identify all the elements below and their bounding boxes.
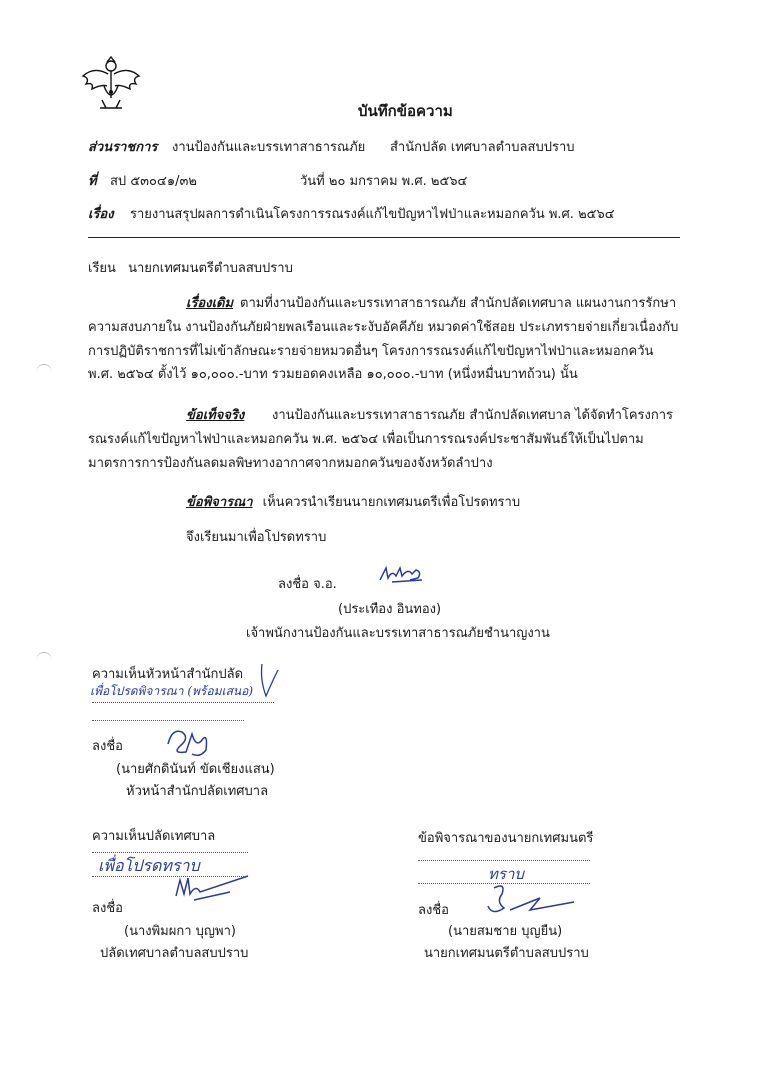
agency-label: ส่วนราชการ <box>88 140 158 155</box>
signatory-signature <box>378 562 426 586</box>
background-line-2: ความสงบภายใน งานป้องกันภัยฝ่ายพลเรือนและระงับอัคคีภัย หมวดค่าใช้สอย ประเภทรายจ่ายเกี่ยวเนื่องกับ <box>88 320 679 335</box>
mayor-signature <box>470 880 580 920</box>
clerk-handwritten-note: เพื่อโปรดทราบ <box>98 856 200 875</box>
mayor-opinion-label: ข้อพิจารณาของนายกเทศมนตรี <box>418 831 594 846</box>
head-signature <box>162 724 214 760</box>
agency-value: งานป้องกันและบรรเทาสาธารณภัย <box>172 140 366 155</box>
recipient-label: เรียน <box>88 261 116 276</box>
background-heading: เรื่องเดิม <box>186 296 234 311</box>
clerk-signature <box>170 872 252 906</box>
mayor-dotted-line-1 <box>418 860 590 861</box>
garuda-emblem-icon <box>80 56 142 112</box>
consideration-text: เห็นควรนำเรียนนายกเทศมนตรีเพื่อโปรดทราบ <box>262 495 521 510</box>
head-dotted-line-2 <box>92 720 244 721</box>
consideration-heading: ข้อพิจารณา <box>186 495 253 510</box>
head-position: หัวหน้าสำนักปลัดเทศบาล <box>126 784 269 799</box>
signatory-position: เจ้าพนักงานป้องกันและบรรเทาสาธารณภัยชำนาญงาน <box>246 626 550 641</box>
mayor-sign-label: ลงชื่อ <box>418 903 449 918</box>
date-value: ๒๐ มกราคม พ.ศ. ๒๕๖๔ <box>328 174 468 189</box>
mayor-name: (นายสมชาย บุญยืน) <box>448 924 563 939</box>
facts-line-1: งานป้องกันและบรรเทาสาธารณภัย สำนักปลัดเทศบาล ได้จัดทำโครงการ <box>272 408 674 423</box>
clerk-name: (นางพิมผกา บุญพา) <box>124 924 236 939</box>
header-divider <box>88 237 680 238</box>
background-line-1: ตามที่งานป้องกันและบรรเทาสาธารณภัย สำนักปลัดเทศบาล แผนงานการรักษา <box>240 296 677 311</box>
recipient-row <box>88 257 293 278</box>
clerk-dotted-line-1 <box>92 852 248 853</box>
head-name: (นายศักดินันท์ ขัดเชียงแสน) <box>116 762 275 777</box>
facts-heading: ข้อเท็จจริง <box>186 408 245 423</box>
facts-line-3: มาตรการการป้องกันลดมลพิษทางอากาศจากหมอกควันของจังหวัดลำปาง <box>88 456 493 471</box>
head-sign-label: ลงชื่อ <box>92 739 123 754</box>
mayor-handwritten-note: ทราบ <box>488 865 524 883</box>
consideration-row <box>186 491 520 512</box>
punch-mark-upper <box>36 364 52 375</box>
signatory-sign-label: ลงชื่อ จ.อ. <box>278 577 337 592</box>
memo-title: บันทึกข้อความ <box>358 102 453 120</box>
head-opinion-label: ความเห็นหัวหน้าสำนักปลัด <box>92 667 244 682</box>
punch-mark-lower <box>36 652 52 663</box>
recipient-value: นายกเทศมนตรีตำบลสบปราบ <box>128 261 293 276</box>
ref-value: สป ๕๓๐๔๑/๓๒ <box>110 174 197 189</box>
clerk-position: ปลัดเทศบาลตำบลสบปราบ <box>100 946 249 961</box>
agency-row <box>88 136 157 157</box>
closing-text: จึงเรียนมาเพื่อโปรดทราบ <box>186 530 327 545</box>
agency-office: สำนักปลัด เทศบาลตำบลสบปราบ <box>390 140 575 155</box>
head-initial-mark <box>258 660 282 700</box>
mayor-position: นายกเทศมนตรีตำบลสบปราบ <box>424 946 589 961</box>
date-row <box>300 170 467 191</box>
subject-value: รายงานสรุปผลการดำเนินโครงการรณรงค์แก้ไขปัญหาไฟป่าและหมอกควัน พ.ศ. ๒๕๖๔ <box>130 207 615 222</box>
ref-label: ที่ <box>88 174 97 189</box>
facts-line-2: รณรงค์แก้ไขปัญหาไฟป่าและหมอกควัน พ.ศ. ๒๕๖๔ เพื่อเป็นการรณรงค์ประชาสัมพันธ์ให้เป็นไปตาม <box>88 432 644 447</box>
background-line-4: พ.ศ. ๒๕๖๔ ตั้งไว้ ๑๐,๐๐๐.-บาท รวมยอดคงเหลือ ๑๐,๐๐๐.-บาท (หนึ่งหมื่นบาทถ้วน) นั้น <box>88 367 578 382</box>
head-handwritten-note: เพื่อโปรดพิจารณา (พร้อมเสนอ) <box>90 684 254 698</box>
head-dotted-line-1 <box>92 702 274 703</box>
date-label: วันที่ <box>300 174 325 189</box>
signatory-name: (ประเทือง อินทอง) <box>338 602 442 617</box>
background-line-3: การปฏิบัติราชการที่ไม่เข้าลักษณะรายจ่ายหมวดอื่นๆ โครงการรณรงค์แก้ไขปัญหาไฟป่าและหมอกควัน <box>88 344 654 359</box>
clerk-opinion-label: ความเห็นปลัดเทศบาล <box>92 829 216 844</box>
clerk-sign-label: ลงชื่อ <box>92 901 123 916</box>
subject-label: เรื่อง <box>88 207 114 222</box>
